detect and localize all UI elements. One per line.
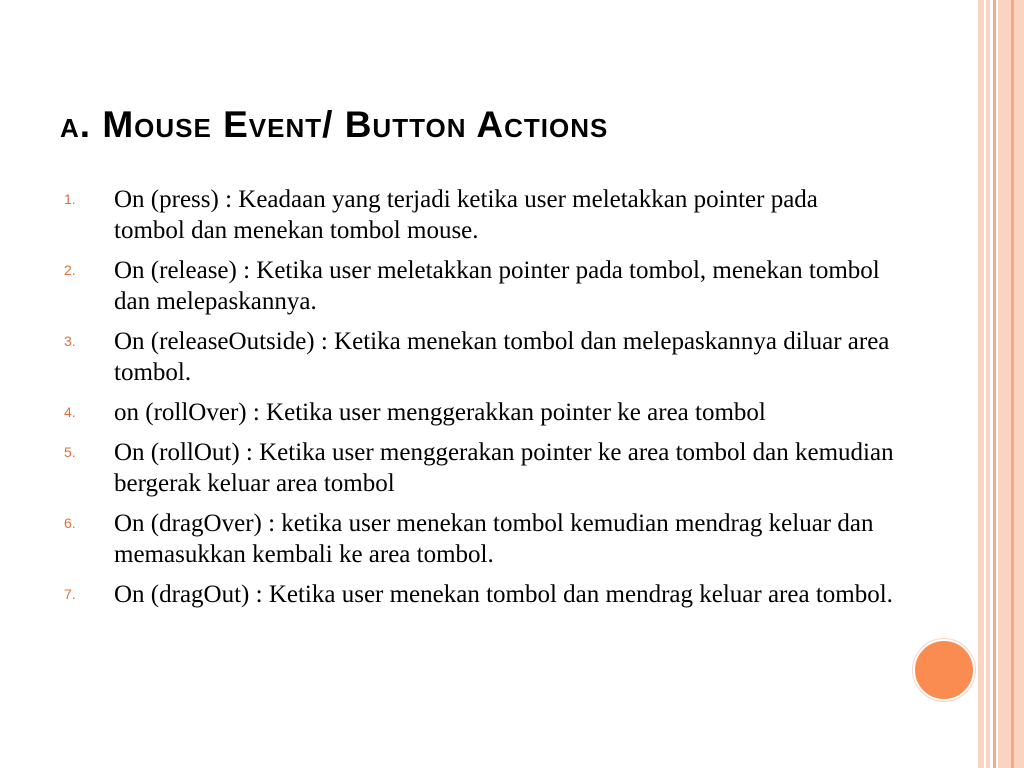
list-item-text: On (dragOver) : ketika user menekan tombol kemudian mendrag keluar dan memasukkan kembali ke area tombol.	[114, 510, 874, 568]
list-number: 3.	[64, 333, 76, 349]
list-item	[64, 579, 894, 610]
list-item-text: On (rollOut) : Ketika user menggerakan pointer ke area tombol dan kemudian bergerak keluar area tombol	[114, 439, 894, 497]
decorative-stripe	[993, 0, 996, 768]
list-item	[64, 255, 894, 317]
list-item-text: On (release) : Ketika user meletakkan pointer pada tombol, menekan tombol dan melepaskannya.	[114, 257, 880, 315]
list-item-text: On (press) : Keadaan yang terjadi ketika user meletakkan pointer pada tombol dan menekan tombol mouse.	[114, 186, 818, 244]
list-item	[64, 508, 894, 570]
decorative-stripe	[986, 0, 990, 768]
decorative-circle-icon	[913, 639, 975, 701]
list-item-text: On (dragOut) : Ketika user menekan tombol dan mendrag keluar area tombol.	[114, 581, 893, 608]
list-item-text: On (releaseOutside) : Ketika menekan tombol dan melepaskannya diluar area tombol.	[114, 328, 890, 386]
list-number: 1.	[64, 191, 76, 207]
numbered-list	[64, 184, 894, 619]
list-item	[64, 184, 894, 246]
list-item	[64, 326, 894, 388]
list-number: 2.	[64, 262, 76, 278]
list-number: 5.	[64, 444, 76, 460]
decorative-stripe	[1011, 0, 1014, 768]
decorative-stripe	[978, 0, 984, 768]
list-item	[64, 397, 894, 428]
list-number: 7.	[64, 586, 76, 602]
list-number: 6.	[64, 515, 76, 531]
list-item-text: on (rollOver) : Ketika user menggerakkan pointer ke area tombol	[114, 399, 766, 426]
list-item	[64, 437, 894, 499]
slide-title: a. Mouse Event/ Button Actions	[60, 104, 609, 145]
list-number: 4.	[64, 404, 76, 420]
